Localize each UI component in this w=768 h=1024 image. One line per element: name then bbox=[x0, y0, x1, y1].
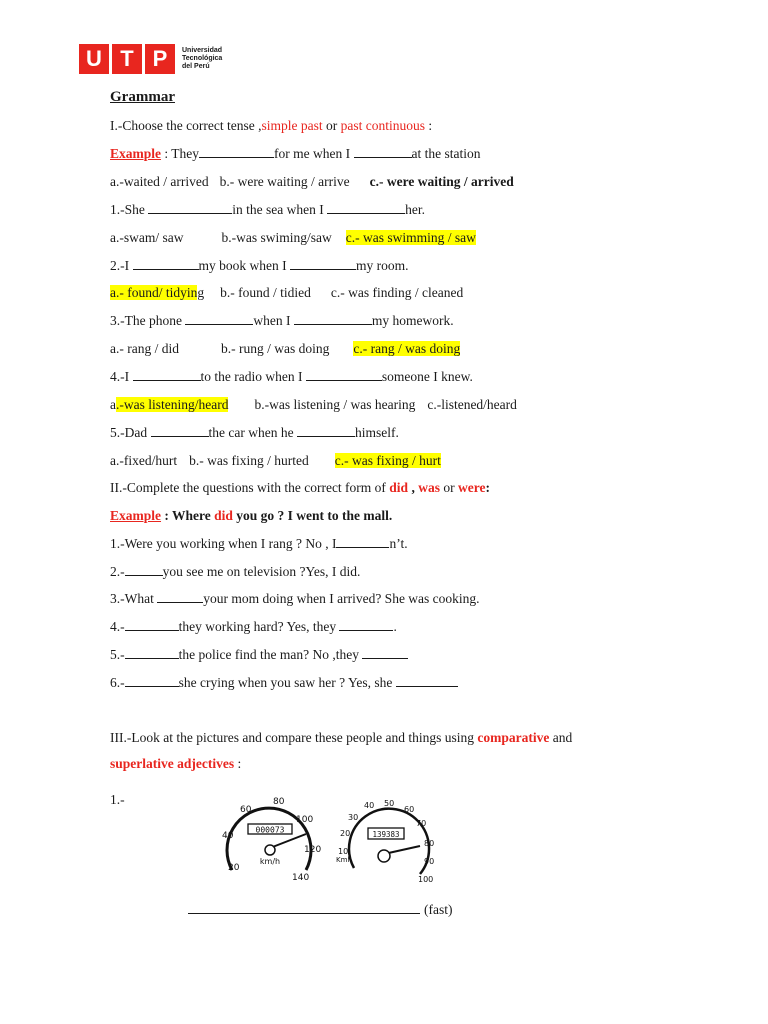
tick-label: 30 bbox=[348, 813, 359, 822]
question-text: the police find the man? No ,they bbox=[178, 647, 363, 662]
section2-question-1 bbox=[110, 536, 408, 552]
superlative-label: superlative adjectives bbox=[110, 756, 235, 771]
tick-label: 10 bbox=[338, 847, 349, 856]
option-b: b.- was fixing / hurted bbox=[189, 453, 309, 468]
logo-line-1: Universidad bbox=[182, 47, 223, 54]
blank-line bbox=[294, 313, 372, 325]
example-text-a: : They bbox=[161, 146, 200, 161]
question-text: in the sea when I bbox=[232, 202, 328, 217]
intro-text: III.-Look at the pictures and compare these people and things using bbox=[110, 730, 478, 745]
was-label: was bbox=[418, 480, 440, 495]
unit-label: Kmh bbox=[336, 856, 352, 864]
option-a: a.-waited / arrived bbox=[110, 174, 209, 189]
past-continuous-label: past continuous bbox=[340, 118, 425, 133]
question-text: n’t. bbox=[389, 536, 408, 551]
odometer-reading: 139383 bbox=[372, 830, 400, 839]
tick-label: 90 bbox=[424, 857, 435, 866]
option-c: c.- were waiting / arrived bbox=[369, 174, 514, 189]
question-2-options bbox=[110, 285, 463, 301]
question-text: 2.- bbox=[110, 564, 125, 579]
question-1-options bbox=[110, 230, 476, 246]
question-5-options bbox=[110, 453, 441, 469]
question-3-options bbox=[110, 341, 460, 357]
blank-line bbox=[133, 258, 199, 270]
logo-line-3: del Perú bbox=[182, 63, 210, 70]
tick-label: 80 bbox=[273, 797, 285, 807]
section1-example bbox=[110, 146, 480, 162]
blank-line bbox=[396, 675, 458, 687]
section2-question-2 bbox=[110, 564, 360, 580]
answer-hint: (fast) bbox=[424, 902, 453, 917]
blank-line bbox=[125, 564, 163, 576]
option-a-highlighted: a.- found/ tidyin bbox=[110, 285, 198, 300]
intro-or: or bbox=[322, 118, 341, 133]
blank-line bbox=[290, 258, 356, 270]
example-text-b: you go ? I went to the mall. bbox=[232, 508, 393, 523]
question-text: 3.-The phone bbox=[110, 313, 186, 328]
tick-label: 140 bbox=[292, 873, 310, 883]
tick-label: 50 bbox=[384, 799, 395, 808]
question-text: she crying when you saw her ? Yes, she bbox=[178, 675, 396, 690]
option-b: b.- rung / was doing bbox=[220, 341, 330, 356]
blank-line bbox=[157, 591, 203, 603]
example-label: Example bbox=[110, 508, 162, 523]
question-text: my homework. bbox=[371, 313, 454, 328]
question-text: 4.- bbox=[110, 619, 125, 634]
intro-colon: : bbox=[424, 118, 433, 133]
tick-label: 40 bbox=[222, 831, 234, 841]
question-4-options bbox=[110, 397, 517, 413]
option-c-highlighted: c.- was swimming / saw bbox=[345, 230, 476, 245]
option-a: a.-swam/ saw bbox=[110, 230, 184, 245]
tick-label: 20 bbox=[228, 863, 240, 873]
question-text: 2.-I bbox=[110, 258, 133, 273]
blank-line bbox=[327, 202, 405, 214]
question-2 bbox=[110, 258, 409, 274]
tick-label: 120 bbox=[304, 845, 322, 855]
colon: : bbox=[485, 480, 490, 495]
tick-label: 100 bbox=[296, 815, 314, 825]
blank-line bbox=[125, 647, 179, 659]
question-text: to the radio when I bbox=[200, 369, 306, 384]
example-text-b: for me when I bbox=[274, 146, 354, 161]
logo-letter-u: U bbox=[79, 44, 109, 74]
speedometer-2-image bbox=[334, 798, 440, 886]
blank-line bbox=[336, 536, 389, 548]
option-a-end: g bbox=[197, 285, 205, 300]
needle-hub bbox=[265, 845, 275, 855]
question-text: 1.-She bbox=[110, 202, 149, 217]
section2-example bbox=[110, 508, 392, 524]
question-text: you see me on television ?Yes, I did. bbox=[162, 564, 361, 579]
tick-label: 20 bbox=[340, 829, 351, 838]
question-5 bbox=[110, 425, 399, 441]
blank-line bbox=[151, 425, 209, 437]
section2-question-6 bbox=[110, 675, 458, 691]
intro-colon: : bbox=[234, 756, 242, 771]
blank-line bbox=[125, 675, 179, 687]
question-text: himself. bbox=[354, 425, 399, 440]
simple-past-label: simple past bbox=[261, 118, 323, 133]
blank-line bbox=[199, 146, 274, 158]
question-text: 5.- bbox=[110, 647, 125, 662]
example-text-a: : Where bbox=[161, 508, 215, 523]
intro-text: II.-Complete the questions with the correct form of bbox=[110, 480, 390, 495]
option-c: c.-listened/heard bbox=[427, 397, 517, 412]
blank-line bbox=[133, 369, 201, 381]
question-text: 1.-Were you working when I rang ? No , I bbox=[110, 536, 337, 551]
option-b: b.-was swiming/saw bbox=[221, 230, 332, 245]
question-text: the car when he bbox=[208, 425, 297, 440]
option-b: b.- found / tidied bbox=[220, 285, 311, 300]
needle bbox=[270, 834, 306, 848]
question-text: they working hard? Yes, they bbox=[178, 619, 340, 634]
or-text: or bbox=[439, 480, 458, 495]
question-4 bbox=[110, 369, 473, 385]
question-text: someone I knew. bbox=[381, 369, 473, 384]
question-text: . bbox=[393, 619, 397, 634]
page-title: Grammar bbox=[110, 89, 175, 105]
blank-line bbox=[125, 619, 179, 631]
utp-logo bbox=[79, 44, 222, 74]
option-a: a.-fixed/hurt bbox=[110, 453, 178, 468]
question-text: your mom doing when I arrived? She was cooking. bbox=[203, 591, 480, 606]
tick-label: 40 bbox=[364, 801, 375, 810]
question-text: her. bbox=[405, 202, 425, 217]
tick-label: 100 bbox=[418, 875, 434, 884]
answer-blank-line bbox=[188, 902, 420, 914]
blank-line bbox=[339, 619, 393, 631]
blank-line bbox=[148, 202, 232, 214]
option-b: b.- were waiting / arrive bbox=[219, 174, 350, 189]
example-did: did bbox=[214, 508, 233, 523]
option-a: a.- rang / did bbox=[110, 341, 179, 356]
question-3 bbox=[110, 313, 454, 329]
blank-line bbox=[297, 425, 355, 437]
question-1 bbox=[110, 202, 425, 218]
section2-question-3 bbox=[110, 591, 480, 607]
question-text: 3.-What bbox=[110, 591, 158, 606]
unit-label: km/h bbox=[259, 857, 281, 866]
section2-intro bbox=[110, 480, 490, 496]
blank-line bbox=[306, 369, 382, 381]
blank-line bbox=[185, 313, 253, 325]
question-text: my book when I bbox=[198, 258, 290, 273]
question-text: 6.- bbox=[110, 675, 125, 690]
section1-example-options bbox=[110, 174, 514, 190]
section3-intro-2 bbox=[110, 756, 241, 772]
tick-label: 60 bbox=[240, 805, 252, 815]
example-label: Example bbox=[110, 146, 162, 161]
option-b: b.-was listening / was hearing bbox=[254, 397, 416, 412]
question-text: 5.-Dad bbox=[110, 425, 151, 440]
question-text: 4.-I bbox=[110, 369, 133, 384]
section2-question-4 bbox=[110, 619, 397, 635]
option-c-highlighted: c.- rang / was doing bbox=[353, 341, 461, 356]
section3-intro bbox=[110, 730, 572, 746]
logo-letter-p: P bbox=[145, 44, 175, 74]
tick-label: 70 bbox=[416, 819, 427, 828]
needle-hub bbox=[378, 850, 390, 862]
tick-label: 60 bbox=[404, 805, 415, 814]
example-text-c: at the station bbox=[411, 146, 481, 161]
intro-and: and bbox=[549, 730, 573, 745]
blank-line bbox=[354, 146, 412, 158]
option-a-start: a bbox=[110, 397, 116, 412]
speedometer-1-image bbox=[218, 796, 324, 888]
comma: , bbox=[408, 480, 419, 495]
question-text: when I bbox=[253, 313, 294, 328]
did-label: did bbox=[389, 480, 409, 495]
option-c-highlighted: c.- was fixing / hurt bbox=[334, 453, 441, 468]
option-c: c.- was finding / cleaned bbox=[330, 285, 464, 300]
logo-text bbox=[182, 47, 222, 71]
logo-letter-t: T bbox=[112, 44, 142, 74]
odometer-reading: 000073 bbox=[255, 825, 285, 835]
section1-intro bbox=[110, 118, 432, 134]
were-label: were bbox=[457, 480, 486, 495]
logo-line-2: Tecnológica bbox=[182, 55, 223, 62]
option-a-highlighted: .-was listening/heard bbox=[116, 397, 229, 412]
blank-line bbox=[362, 647, 408, 659]
item-1-number: 1.- bbox=[110, 792, 125, 807]
tick-label: 80 bbox=[424, 839, 435, 848]
item-1-answer bbox=[188, 902, 452, 918]
question-text: my room. bbox=[356, 258, 409, 273]
comparative-label: comparative bbox=[477, 730, 550, 745]
section2-question-5 bbox=[110, 647, 408, 663]
intro-text: I.-Choose the correct tense , bbox=[110, 118, 262, 133]
